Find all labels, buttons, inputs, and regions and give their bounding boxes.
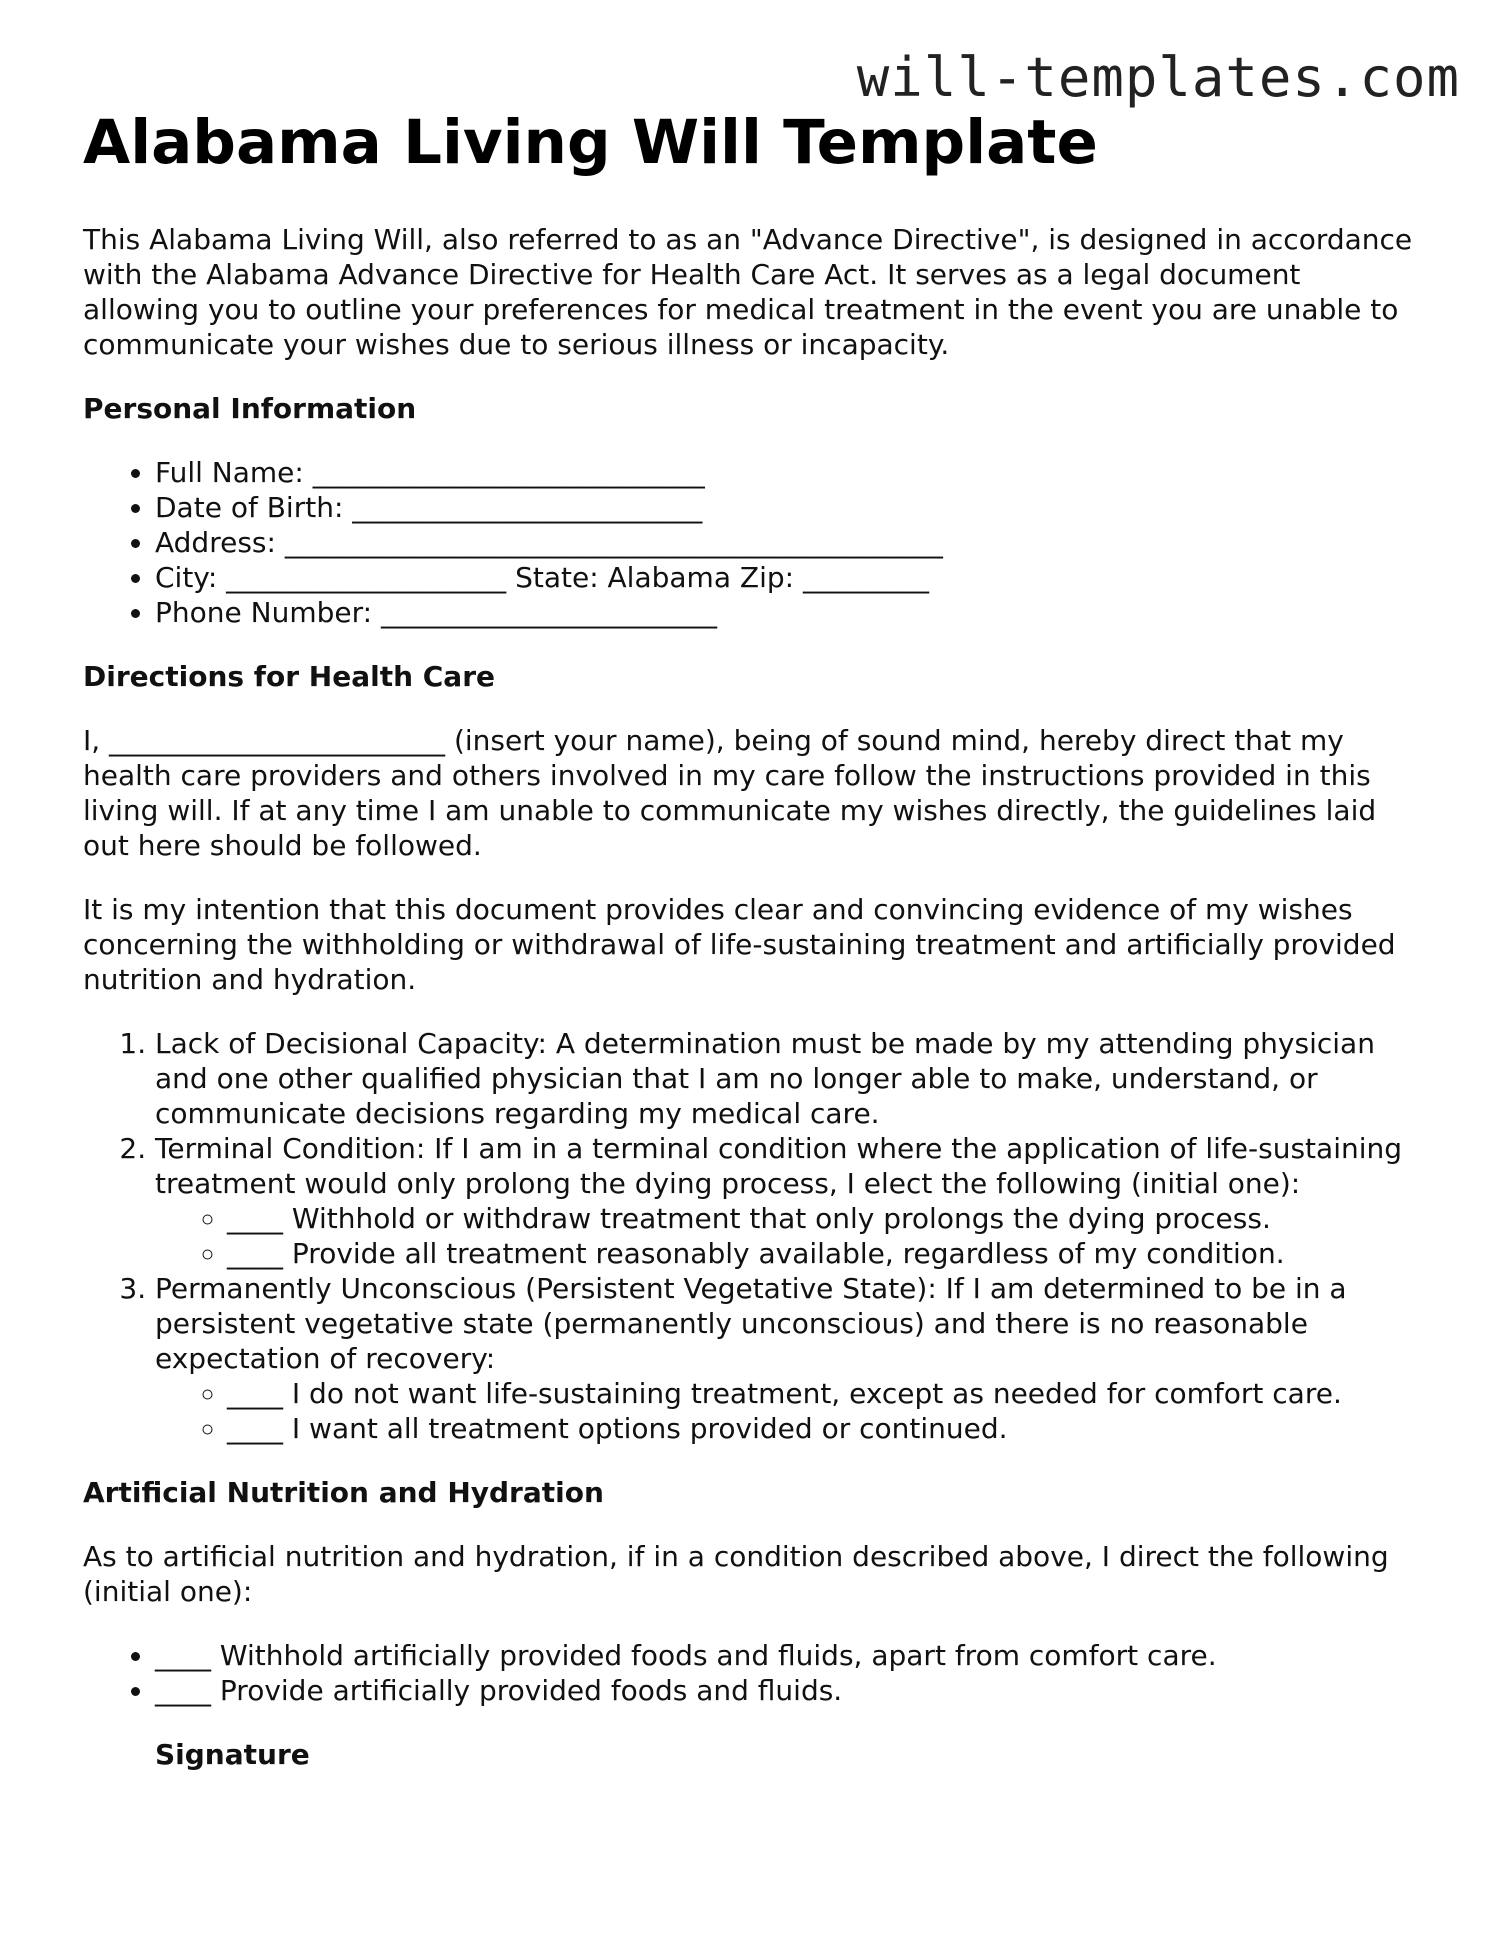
directions-heading: Directions for Health Care (83, 660, 496, 693)
signature-heading: Signature (155, 1738, 310, 1771)
directions-list (83, 1026, 1423, 1446)
nutrition-list (83, 1638, 1423, 1708)
site-watermark: will-templates.com (856, 46, 1460, 109)
address-field[interactable]: • Address: _______________________________________________ (155, 525, 1423, 560)
directive-text: Lack of Decisional Capacity: A determination must be made by my attending physician and one other qualified physician that I am no longer able to make, understand, or communicate decisions regarding my medical care. (155, 1027, 1375, 1130)
full-name-field[interactable]: • Full Name: ____________________________ (155, 455, 1423, 490)
directive-text: Permanently Unconscious (Persistent Vegetative State): If I am determined to be in a persistent vegetative state (permanently unconscious) and there is no reasonable expectation of recovery: (155, 1272, 1347, 1375)
date-of-birth-field[interactable]: • Date of Birth: _________________________ (155, 490, 1423, 525)
initial-option[interactable]: ◦ ____ Withhold or withdraw treatment that only prolongs the dying process. (227, 1201, 1423, 1236)
page-title: Alabama Living Will Template (83, 107, 1098, 178)
intro-paragraph: This Alabama Living Will, also referred to as an "Advance Directive", is designed in accordance with the Alabama Advance Directive for Health Care Act. It serves as a legal document allowing you to outline your preferences for medical treatment in the event you are unable to communicate your wishes due to serious illness or incapacity. (83, 223, 1413, 361)
personal-info-heading: Personal Information (83, 392, 417, 425)
directive-text: Terminal Condition: If I am in a terminal condition where the application of life-sustaining treatment would only prolong the dying process, I elect the following (initial one): (155, 1132, 1403, 1200)
directions-paragraph-1: I, ________________________ (insert your name), being of sound mind, hereby direct that my health care providers and others involved in my care follow the instructions provided in this living will. If at any time I am unable to communicate my wishes directly, the guidelines laid out here should be followed. (83, 724, 1377, 862)
initial-option[interactable]: • ____ Provide artificially provided foods and fluids. (155, 1673, 1423, 1708)
nutrition-paragraph: As to artificial nutrition and hydration, if in a condition described above, I direct the following (initial one): (83, 1540, 1389, 1608)
initial-option[interactable]: ◦ ____ I want all treatment options provided or continued. (227, 1411, 1423, 1446)
nutrition-heading: Artificial Nutrition and Hydration (83, 1476, 604, 1509)
list-item (155, 1026, 1423, 1131)
list-item (155, 1271, 1423, 1446)
initial-option[interactable]: ◦ ____ I do not want life-sustaining treatment, except as needed for comfort care. (227, 1376, 1423, 1411)
personal-info-list (83, 455, 1423, 630)
directions-paragraph-2: It is my intention that this document provides clear and convincing evidence of my wishes concerning the withholding or withdrawal of life-sustaining treatment and artificially provided nutrition and hydration. (83, 893, 1396, 996)
list-item (155, 1131, 1423, 1271)
city-state-zip-field[interactable]: • City: ____________________ State: Alabama Zip: _________ (155, 560, 1423, 595)
initial-option[interactable]: ◦ ____ Provide all treatment reasonably available, regardless of my condition. (227, 1236, 1423, 1271)
option-list (155, 1376, 1423, 1446)
initial-option[interactable]: • ____ Withhold artificially provided foods and fluids, apart from comfort care. (155, 1638, 1423, 1673)
phone-number-field[interactable]: • Phone Number: ________________________ (155, 595, 1423, 630)
option-list (155, 1201, 1423, 1271)
document-body (83, 106, 1423, 1801)
